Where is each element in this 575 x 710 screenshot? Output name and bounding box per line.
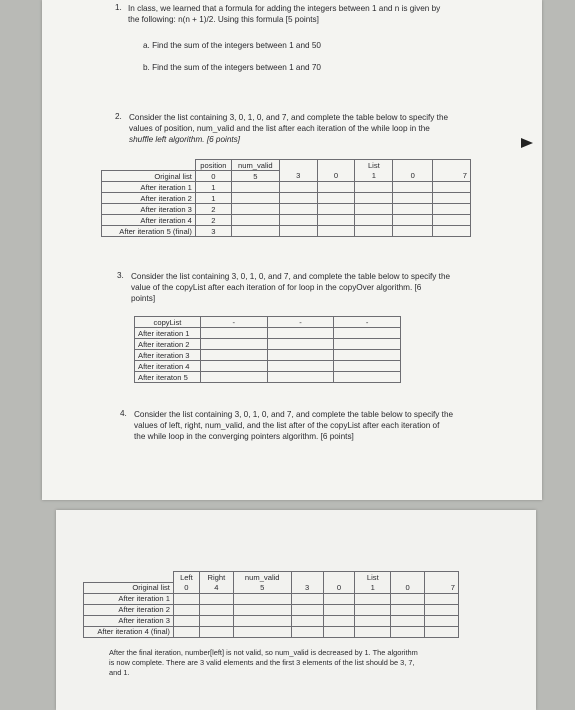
q4-note-line2: is now complete. There are 3 valid elements and the first 3 elements of the list should be 3, 7, [109, 658, 415, 667]
dash-marker: - [200, 317, 267, 328]
cell-list: 7 [433, 171, 471, 182]
table-row [84, 582, 459, 593]
table-row [102, 226, 471, 237]
q1-number: 1. [115, 3, 122, 12]
row-label: Original list [102, 171, 196, 182]
cell-num-valid: 5 [233, 582, 291, 593]
row-label: After iteration 2 [102, 193, 196, 204]
cell-position: 3 [195, 226, 231, 237]
q3-number: 3. [117, 271, 124, 280]
row-label: Original list [84, 582, 174, 593]
cell-right: 4 [199, 582, 233, 593]
q3-text-line3: points] [131, 294, 156, 303]
table-row [84, 593, 459, 604]
cell-list: 3 [291, 582, 323, 593]
q2-text-line3: shuffle left algorithm. [6 points] [129, 135, 241, 144]
q2-text-line2: values of position, num_valid and the list after each iteration of the while loop in the [129, 124, 430, 133]
q4-text-line1: Consider the list containing 3, 0, 1, 0, and 7, and complete the table below to specify the [134, 410, 454, 419]
row-label: After iteration 1 [84, 593, 174, 604]
cell-position: 1 [195, 182, 231, 193]
mouse-pointer-icon [521, 138, 533, 148]
q4-number: 4. [120, 409, 127, 418]
row-label: After iteration 3 [102, 204, 196, 215]
row-label: After iteration 3 [135, 350, 201, 361]
dash-marker: - [334, 317, 401, 328]
cell-position: 1 [195, 193, 231, 204]
row-label: After iteration 2 [135, 339, 201, 350]
table-row [102, 215, 471, 226]
table-row [135, 339, 401, 350]
cell-list: 0 [393, 171, 433, 182]
q1-text-line1: In class, we learned that a formula for adding the integers between 1 and n is given by [128, 4, 441, 13]
q4-text-line3: the while loop in the converging pointers algorithm. [6 points] [134, 432, 354, 441]
table-row [84, 615, 459, 626]
table-row [135, 372, 401, 383]
q2-text-line1: Consider the list containing 3, 0, 1, 0, and 7, and complete the table below to specify the [129, 113, 449, 122]
header-position: position [195, 160, 231, 171]
row-label: After iteration 4 (final) [84, 626, 174, 637]
row-label: After iteration 1 [102, 182, 196, 193]
row-label: After iteration 4 [135, 361, 201, 372]
table-row [135, 361, 401, 372]
header-left: Left [173, 572, 199, 583]
q2-number: 2. [115, 112, 122, 121]
table-row [102, 171, 471, 182]
q3-text-line1: Consider the list containing 3, 0, 1, 0, and 7, and complete the table below to specify the [131, 272, 451, 281]
cell-list: 7 [425, 582, 459, 593]
header-num-valid: num_valid [233, 572, 291, 583]
cell-position: 2 [195, 215, 231, 226]
shuffle-left-table [101, 159, 471, 237]
table-row [135, 350, 401, 361]
cell-list: 1 [355, 171, 393, 182]
cell-position: 2 [195, 204, 231, 215]
table-row [135, 328, 401, 339]
q3-text-line2: value of the copyList after each iteration of for loop in the copyOver algorithm. [6 [131, 283, 422, 292]
q4-note-line1: After the final iteration, number[left] is not valid, so num_valid is decreased by 1. The algorithm [109, 648, 418, 657]
q4-text-line2: values of left, right, num_valid, and the list after of the copyList after each iteration of [134, 421, 440, 430]
q1-part-b: b. Find the sum of the integers between 1 and 70 [143, 63, 321, 72]
cell-num-valid: 5 [231, 171, 279, 182]
header-list: List [355, 572, 391, 583]
copy-over-table [134, 316, 401, 383]
q4-note-line3: and 1. [109, 668, 130, 677]
header-copylist: copyList [135, 317, 201, 328]
header-list: List [355, 160, 393, 171]
row-label: After iteration 4 [102, 215, 196, 226]
cell-list: 0 [317, 171, 355, 182]
cell-list: 0 [391, 582, 425, 593]
table-row [102, 182, 471, 193]
dash-marker: - [267, 317, 334, 328]
table-row [102, 193, 471, 204]
cell-list: 3 [279, 171, 317, 182]
row-label: After iteration 5 (final) [102, 226, 196, 237]
header-num-valid: num_valid [231, 160, 279, 171]
converging-pointers-table [83, 571, 459, 638]
cell-list: 1 [355, 582, 391, 593]
row-label: After iteration 1 [135, 328, 201, 339]
cell-left: 0 [173, 582, 199, 593]
table-row [84, 626, 459, 637]
row-label: After iteration 2 [84, 604, 174, 615]
row-label: After iteraton 5 [135, 372, 201, 383]
q1-text-line2: the following: n(n + 1)/2. Using this formula [5 points] [128, 15, 319, 24]
row-label: After iteration 3 [84, 615, 174, 626]
q1-part-a: a. Find the sum of the integers between 1 and 50 [143, 41, 321, 50]
header-right: Right [199, 572, 233, 583]
table-row [102, 204, 471, 215]
cell-list: 0 [323, 582, 355, 593]
table-row [84, 604, 459, 615]
cell-position: 0 [195, 171, 231, 182]
